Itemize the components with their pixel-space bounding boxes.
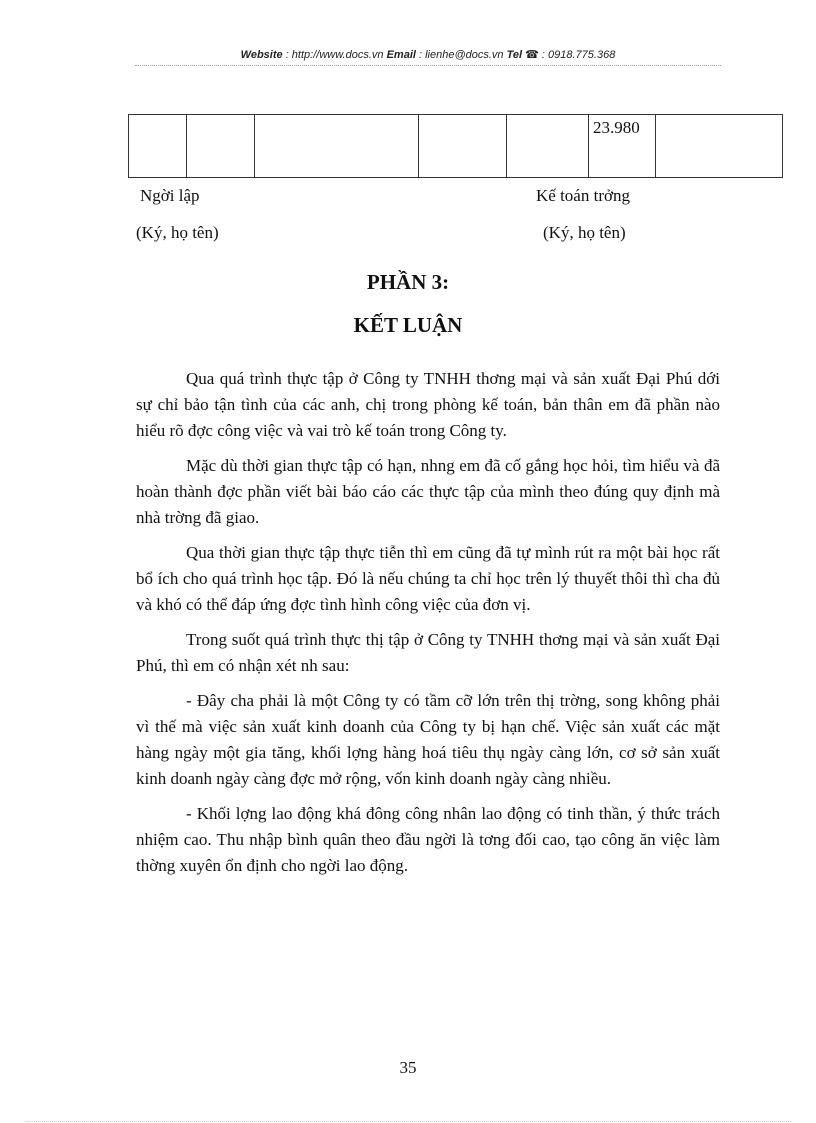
page-header (135, 48, 721, 61)
table-cell (656, 115, 783, 178)
part-title: PHẦN 3: (366, 270, 450, 294)
paragraph: Trong suốt quá trình thực thị tập ở Công ty TNHH thơng mại và sản xuất Đại Phú, thì em có nhận xét nh sau: (136, 630, 720, 675)
footer-divider (25, 1121, 791, 1122)
paragraph: Qua thời gian thực tập thực tiễn thì em cũng đã tự mình rút ra một bài học rất bổ ích cho quá trình học tập. Đó là nếu chúng ta chỉ học trên lý thuyết thôi thì cha đủ và khó có thể đáp ứng đợc tình hình công việc của đơn vị. (136, 543, 720, 614)
header-divider (135, 65, 721, 66)
table-cell (187, 115, 255, 178)
paragraph: Qua quá trình thực tập ở Công ty TNHH thơng mại và sản xuất Đại Phú dới sự chỉ bảo tận tình của các anh, chị trong phòng kế toán, bản thân em đã phần nào hiểu rõ đợc công việc và vai trò kế toán trong Công ty. (136, 369, 720, 440)
signature-left-sub: (Ký, họ tên) (136, 223, 219, 242)
paragraph: Mặc dù thời gian thực tập có hạn, nhng em đã cố gắng học hỏi, tìm hiểu và đã hoàn thành đợc phần viết bài báo cáo các thực tập của mình theo đúng quy định mà nhà trờng đã giao. (136, 456, 720, 527)
paragraph: - Khối lợng lao động khá đông công nhân lao động có tinh thần, ý thức trách nhiệm cao. Thu nhập bình quân theo đầu ngời là tơng đối cao, tạo công ăn việc làm thờng xuyên ổn định cho ngời lao động. (136, 804, 720, 875)
page-number: 35 (399, 1058, 417, 1077)
table-cell (419, 115, 507, 178)
email-value: : lienhe@docs.vn (415, 49, 507, 61)
table-cell (255, 115, 419, 178)
website-value: : http://www.docs.vn (282, 49, 387, 61)
signature-left-title: Ngời lập (140, 186, 200, 205)
table-cell: 23.980 (589, 115, 656, 178)
paragraph: - Đây cha phải là một Công ty có tầm cỡ lớn trên thị trờng, song không phải vì thế mà việc sản xuất kinh doanh của Công ty bị hạn chế. Việc sản xuất các mặt hàng ngày một gia tăng, khối lợng hàng hoá tiêu thụ ngày càng lớn, cơ sở sản xuất kinh doanh ngày càng đợc mở rộng, vốn kinh doanh ngày càng nhiều. (136, 691, 720, 788)
tel-label: Tel ☎ (506, 49, 539, 61)
section-heading: KẾT LUẬN (353, 313, 463, 337)
signature-right-title: Kế toán trởng (536, 186, 630, 205)
table-cell (129, 115, 187, 178)
email-label: Email (386, 49, 416, 61)
summary-table (128, 114, 783, 178)
conclusion-body (136, 366, 720, 888)
table-row (129, 115, 783, 178)
tel-value: : 0918.775.368 (538, 49, 616, 61)
table-cell (507, 115, 589, 178)
signature-right-sub: (Ký, họ tên) (543, 223, 626, 242)
website-label: Website (240, 49, 283, 61)
